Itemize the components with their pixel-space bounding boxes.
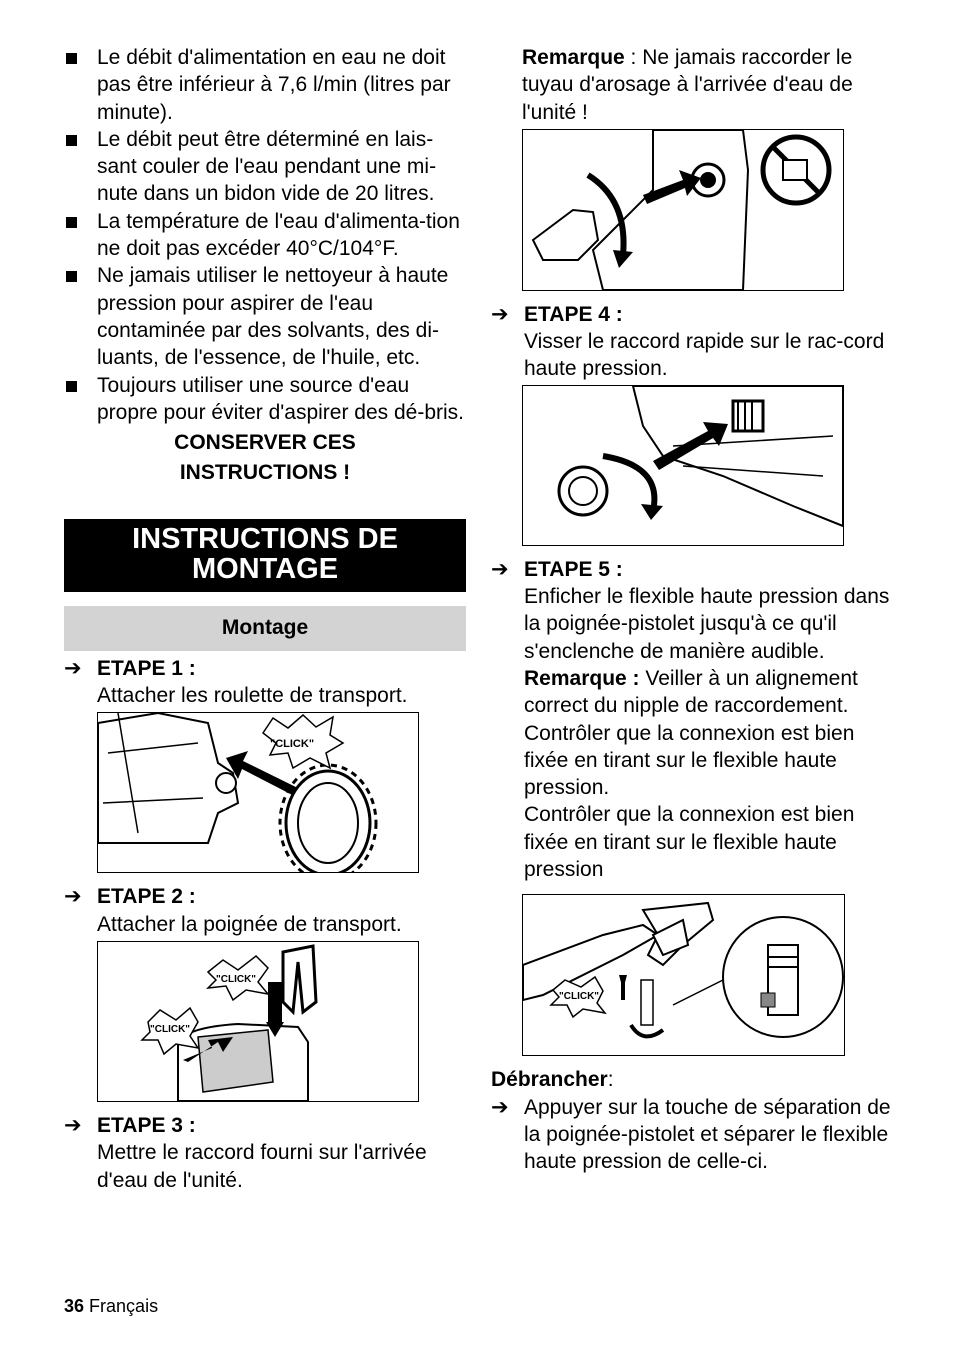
conserve-notice: CONSERVER CES INSTRUCTIONS ! [174,431,356,485]
list-item: Le débit d'alimentation en eau ne doit pas être inférieur à 7,6 l/min (litres par minute). [64,44,466,126]
step-4: ➔ ETAPE 4 : Visser le raccord rapide sur le rac-cord haute pression. [491,302,885,381]
footer-language: Français [89,1296,159,1316]
subsection-heading: Montage [64,606,466,651]
right-column [491,44,901,1176]
page-number: 36 [64,1296,85,1316]
figure-step-2-handle [97,941,419,1102]
click-label: "CLICK" [559,991,600,1003]
arrow-right-icon: ➔ [64,885,82,909]
arrow-right-icon: ➔ [64,656,82,680]
click-label: "CLICK" [270,738,315,751]
list-item: La température de l'eau d'alimenta-tion ne doit pas excéder 40°C/104°F. [64,208,466,263]
figure-step-5-spray-gun [522,894,845,1056]
square-bullet-icon [66,217,77,228]
arrow-right-icon: ➔ [491,302,509,326]
remark-garden-hose: Remarque : Ne jamais raccorder le tuyau d'arosage à l'arrivée d'eau de l'unité ! [522,46,853,124]
figure-water-inlet [522,129,844,291]
section-heading: INSTRUCTIONS DE MONTAGE [64,519,466,592]
step-5: ➔ ETAPE 5 : Enficher le flexible haute pression dans la poignée-pistolet jusqu'à ce qu'il s'enclenche de manière audible. Remarque : Veiller à un alignement correct du nipple de raccordement. Contrôler que la connexion est bien fixée en tirant sur le flexible haute pression. Contrôler que la connexion est bien fixée en tirant sur le flexible haute pression [491,557,890,882]
click-label: "CLICK" [150,1023,191,1035]
disconnect-heading: Débrancher: [491,1068,614,1092]
list-item: Le débit peut être déterminé en lais-sant couler de l'eau pendant une mi-nute dans un bidon vide de 20 litres. [64,126,466,208]
arrow-right-icon: ➔ [491,557,509,581]
figure-step-1-wheel [97,712,419,873]
square-bullet-icon [66,135,77,146]
step-1: ➔ ETAPE 1 : Attacher les roulette de transport. [64,656,408,708]
click-label: "CLICK" [216,973,257,985]
square-bullet-icon [66,53,77,64]
square-bullet-icon [66,271,77,282]
arrow-right-icon: ➔ [491,1095,509,1119]
step-3: ➔ ETAPE 3 : Mettre le raccord fourni sur l'arrivée d'eau de l'unité. [64,1113,427,1192]
left-column [64,44,466,1194]
list-item: Ne jamais utiliser le nettoyeur à haute pression pour aspirer de l'eau contaminée par des solvants, des di-luants, de l'essence, de l'huile, etc. [64,262,466,371]
arrow-right-icon: ➔ [64,1113,82,1137]
step-2: ➔ ETAPE 2 : Attacher la poignée de transport. [64,885,402,936]
list-item: Toujours utiliser une source d'eau propre pour éviter d'aspirer des dé-bris. [64,372,466,427]
disconnect-step: ➔ Appuyer sur la touche de séparation de la poignée-pistolet et séparer le flexible haute pression de celle-ci. [491,1095,891,1174]
figure-step-4-quick-coupling [522,385,844,546]
square-bullet-icon [66,381,77,392]
page-footer [64,1296,158,1317]
